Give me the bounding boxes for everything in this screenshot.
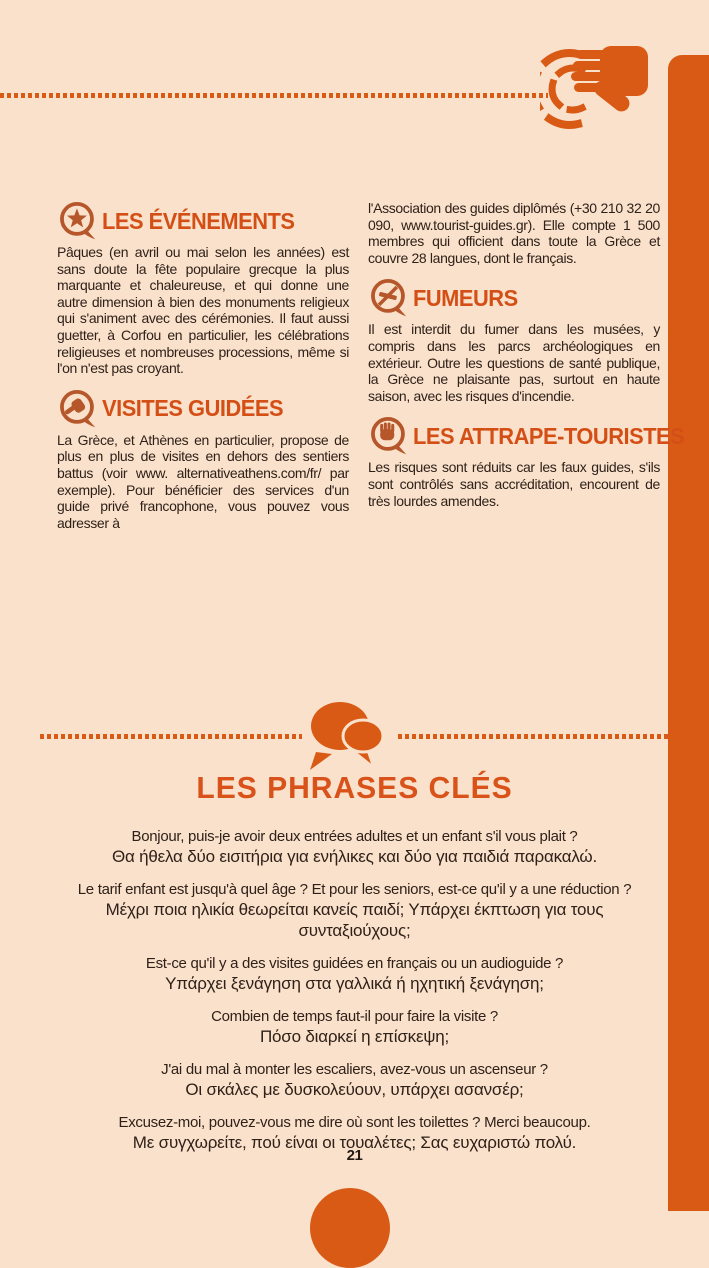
- section-title-tourist-traps: LES ATTRAPE-TOURISTES: [413, 422, 685, 449]
- section-guided-tours-header: [57, 388, 349, 430]
- page-number: 21: [346, 1147, 363, 1164]
- phrases-title: LES PHRASES CLÉS: [196, 770, 513, 805]
- section-tourist-traps: [368, 415, 685, 509]
- section-smokers-body: Il est interdit du fumer dans les musées, y compris dans les parcs archéologiques en extérieur. Outre les questions de santé publique, la Grèce ne plaisante pas, surtout en haute saison, avec les risques d'incendie.: [368, 321, 660, 404]
- phrase-item: [54, 1060, 655, 1100]
- phrase-french: Combien de temps faut-il pour faire la visite ?: [211, 1008, 498, 1025]
- section-guided-tours: [57, 388, 349, 532]
- phrase-item: [54, 827, 655, 867]
- phrase-greek: Υπάρχει ξενάγηση στα γαλλικά ή ηχητική ξενάγηση;: [165, 974, 544, 993]
- phrase-french: Est-ce qu'il y a des visites guidées en français ou un audioguide ?: [145, 955, 564, 972]
- section-title-smokers: FUMEURS: [413, 284, 518, 311]
- stop-hand-speech-bubble-icon: [368, 415, 410, 457]
- phrase-greek: Πόσο διαρκεί η επίσκεψη;: [259, 1027, 450, 1046]
- section-smokers: [368, 277, 660, 404]
- section-events-header: [57, 200, 349, 242]
- section-title-guided-tours: VISITES GUIDÉES: [102, 395, 284, 422]
- chat-bubbles-icon: [302, 694, 398, 776]
- phrase-item: [54, 880, 655, 941]
- phrase-french: Excusez-moi, pouvez-vous me dire où sont les toilettes ? Merci beaucoup.: [118, 1114, 591, 1131]
- left-column: [57, 200, 349, 542]
- section-guided-tours-body: La Grèce, et Athènes en particulier, propose de plus en plus de visites en dehors des sentiers battus (voir www. alternativeathens.com/fr/ par exemple). Pour bénéficier des services d'un guide privé francophone, vous pouvez vous adresser à: [57, 431, 349, 531]
- pointing-hand-speech-bubble-icon: [57, 388, 99, 430]
- section-tourist-traps-header: [368, 415, 685, 457]
- star-speech-bubble-icon: [57, 200, 99, 242]
- phrase-greek: Με συγχωρείτε, πού είναι οι τουαλέτες; Σας ευχαριστώ πολύ.: [132, 1133, 577, 1152]
- click-hand-icon: [540, 40, 664, 134]
- guided-tours-continuation: [368, 200, 660, 266]
- section-smokers-header: [368, 277, 660, 319]
- middle-dotted-rule-right: [398, 734, 668, 739]
- section-title-events: LES ÉVÉNEMENTS: [102, 207, 295, 234]
- phrase-french: J'ai du mal à monter les escaliers, avez-vous un ascenseur ?: [161, 1061, 548, 1078]
- phrase-greek: Μέχρι ποια ηλικία θεωρείται κανείς παιδί; Υπάρχει έκπτωση για τους συνταξιούχους;: [105, 900, 604, 940]
- section-events-body: Pâques (en avril ou mai selon les années) est sans doute la fête populaire grecque la plus marquante et chaleureuse, et qui donne une autre dimension à bien des monuments religieux qui s'animent avec des cérémonies. Il faut aussi guetter, à Corfou en particulier, les célébrations religieuses et nombreuses processions, même si l'on n'est pas croyant.: [57, 244, 349, 377]
- phrase-item: [54, 954, 655, 994]
- middle-dotted-rule-left: [40, 734, 302, 739]
- phrase-item: [54, 1007, 655, 1047]
- right-column: [368, 200, 685, 542]
- articles: [57, 200, 685, 542]
- top-dotted-rule: [0, 93, 548, 98]
- section-events: [57, 200, 349, 377]
- chapter-side-tab: [668, 55, 709, 1211]
- phrase-greek: Θα ήθελα δύο εισιτήρια για ενήλικες και δύο για παιδιά παρακαλώ.: [111, 847, 598, 866]
- phrase-french: Le tarif enfant est jusqu'à quel âge ? Et pour les seniors, est-ce qu'il y a une réduction ?: [77, 881, 632, 898]
- phrase-greek: Οι σκάλες με δυσκολεύουν, υπάρχει ασανσέρ;: [185, 1080, 524, 1099]
- no-smoking-speech-bubble-icon: [368, 277, 410, 319]
- phrase-french: Bonjour, puis-je avoir deux entrées adultes et un enfant s'il vous plait ?: [131, 828, 578, 845]
- guided-tours-continuation-body: l'Association des guides diplômés (+30 210 32 20 090, www.tourist-guides.gr). Elle compte 1 500 membres qui officient dans toute la Grèce et couvre 28 langues, dont le français.: [368, 200, 660, 266]
- phrases-list: [54, 827, 655, 1166]
- section-tourist-traps-body: Les risques sont réduits car les faux guides, s'ils sont contrôlés sans accréditation, encourent de très lourdes amendes.: [368, 459, 660, 509]
- bottom-tab-semicircle: [310, 1188, 390, 1268]
